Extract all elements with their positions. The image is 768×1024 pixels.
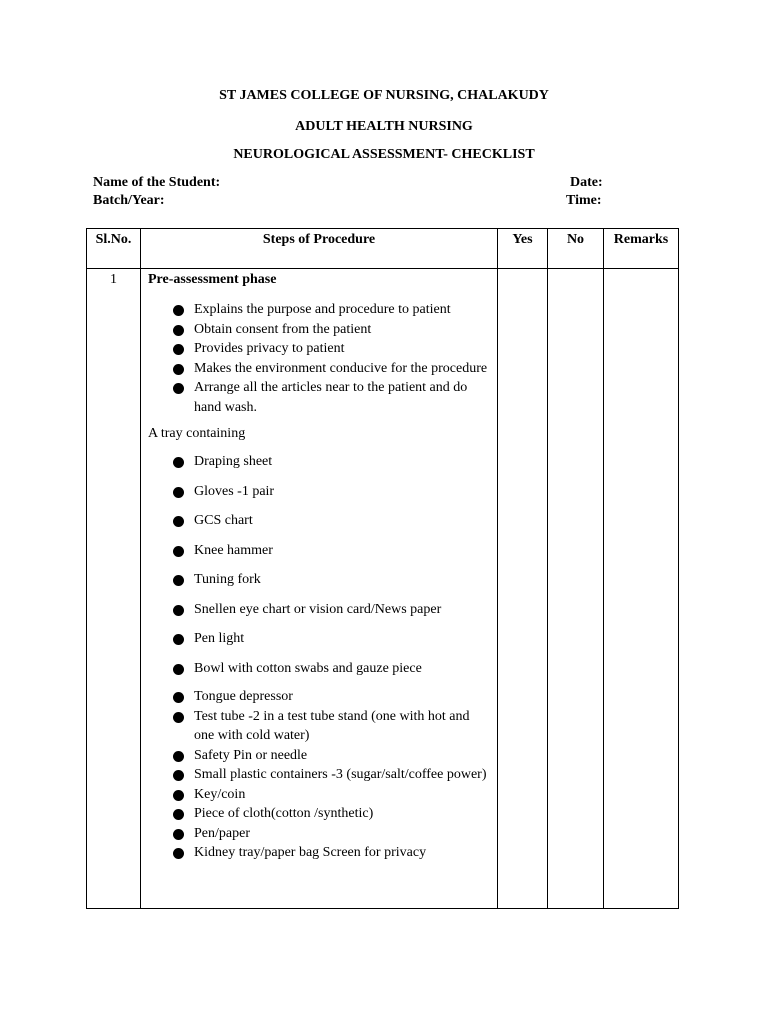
bullet-icon	[173, 344, 184, 355]
list-item	[173, 600, 489, 620]
list-item	[173, 320, 489, 340]
col-header-no: No	[548, 229, 604, 269]
bullet-icon	[173, 712, 184, 723]
list-item-text: Draping sheet	[194, 454, 273, 469]
bullet-icon	[173, 790, 184, 801]
pre-assessment-steps-list	[148, 300, 489, 417]
list-item	[173, 804, 489, 824]
phase-title: Pre-assessment phase	[148, 272, 277, 287]
bullet-icon	[173, 664, 184, 675]
list-item	[173, 482, 489, 502]
list-item-text: Arrange all the articles near to the patient and do hand wash.	[194, 380, 468, 415]
college-name: ST JAMES COLLEGE OF NURSING, CHALAKUDY	[219, 88, 549, 103]
bullet-icon	[173, 487, 184, 498]
bullet-icon	[173, 383, 184, 394]
bullet-icon	[173, 516, 184, 527]
bullet-icon	[173, 634, 184, 645]
bullet-icon	[173, 770, 184, 781]
yes-cell[interactable]	[498, 269, 548, 909]
list-item	[173, 570, 489, 590]
list-item	[173, 452, 489, 472]
list-item-text: Tongue depressor	[194, 689, 293, 704]
list-item	[173, 300, 489, 320]
col-header-steps: Steps of Procedure	[141, 229, 498, 269]
list-item-text: Pen light	[194, 631, 245, 646]
bullet-icon	[173, 325, 184, 336]
bullet-icon	[173, 692, 184, 703]
no-cell[interactable]	[548, 269, 604, 909]
student-name-label: Name of the Student:	[93, 175, 221, 190]
list-item	[173, 707, 489, 746]
time-label: Time:	[566, 193, 602, 208]
list-item-text: Kidney tray/paper bag Screen for privacy	[194, 845, 427, 860]
list-item-text: Knee hammer	[194, 542, 273, 558]
list-item	[173, 765, 489, 785]
list-item-text: Small plastic containers -3 (sugar/salt/coffee power)	[194, 767, 487, 782]
col-header-yes: Yes	[498, 229, 548, 269]
bullet-icon	[173, 751, 184, 762]
list-item-text: Gloves -1 pair	[194, 483, 275, 499]
batch-year-label: Batch/Year:	[93, 193, 165, 208]
col-header-slno: Sl.No.	[87, 229, 141, 269]
list-item	[173, 843, 489, 863]
bullet-icon	[173, 605, 184, 616]
list-item	[173, 629, 489, 649]
tray-label: A tray containing	[148, 426, 246, 441]
bullet-icon	[173, 457, 184, 468]
list-item-text: Piece of cloth(cotton /synthetic)	[194, 806, 374, 821]
list-item-text: Obtain consent from the patient	[194, 321, 372, 337]
list-item-text: Explains the purpose and procedure to patient	[194, 302, 451, 317]
list-item-text: Bowl with cotton swabs and gauze piece	[194, 660, 422, 676]
col-header-remarks: Remarks	[604, 229, 679, 269]
bullet-icon	[173, 809, 184, 820]
tray-items-list-compact	[148, 687, 489, 863]
list-item	[173, 378, 489, 417]
list-item-text: Makes the environment conducive for the procedure	[194, 360, 488, 376]
list-item-text: Safety Pin or needle	[194, 747, 308, 763]
table-header-row	[87, 229, 679, 269]
list-item-text: Key/coin	[194, 786, 246, 802]
row-steps	[141, 269, 498, 909]
list-item	[173, 659, 489, 679]
subject-title: ADULT HEALTH NURSING	[295, 119, 473, 134]
checklist-title: NEUROLOGICAL ASSESSMENT- CHECKLIST	[233, 147, 535, 162]
list-item-text: Pen/paper	[194, 825, 250, 841]
list-item	[173, 824, 489, 844]
list-item	[173, 541, 489, 561]
tray-items-list	[148, 452, 489, 678]
list-item	[173, 785, 489, 805]
list-item	[173, 746, 489, 766]
bullet-icon	[173, 829, 184, 840]
list-item	[173, 359, 489, 379]
date-label: Date:	[570, 175, 603, 190]
checklist-table	[86, 228, 679, 909]
bullet-icon	[173, 364, 184, 375]
bullet-icon	[173, 848, 184, 859]
list-item-text: Snellen eye chart or vision card/News paper	[194, 601, 442, 617]
row-slno: 1	[87, 269, 141, 909]
table-row	[87, 269, 679, 909]
remarks-cell[interactable]	[604, 269, 679, 909]
list-item	[173, 339, 489, 359]
list-item-text: Test tube -2 in a test tube stand (one with hot and one with cold water)	[194, 708, 470, 743]
bullet-icon	[173, 575, 184, 586]
list-item-text: Provides privacy to patient	[194, 341, 345, 356]
bullet-icon	[173, 305, 184, 316]
list-item-text: Tuning fork	[194, 572, 261, 587]
list-item	[173, 687, 489, 707]
list-item	[173, 511, 489, 531]
list-item-text: GCS chart	[194, 513, 253, 528]
bullet-icon	[173, 546, 184, 557]
